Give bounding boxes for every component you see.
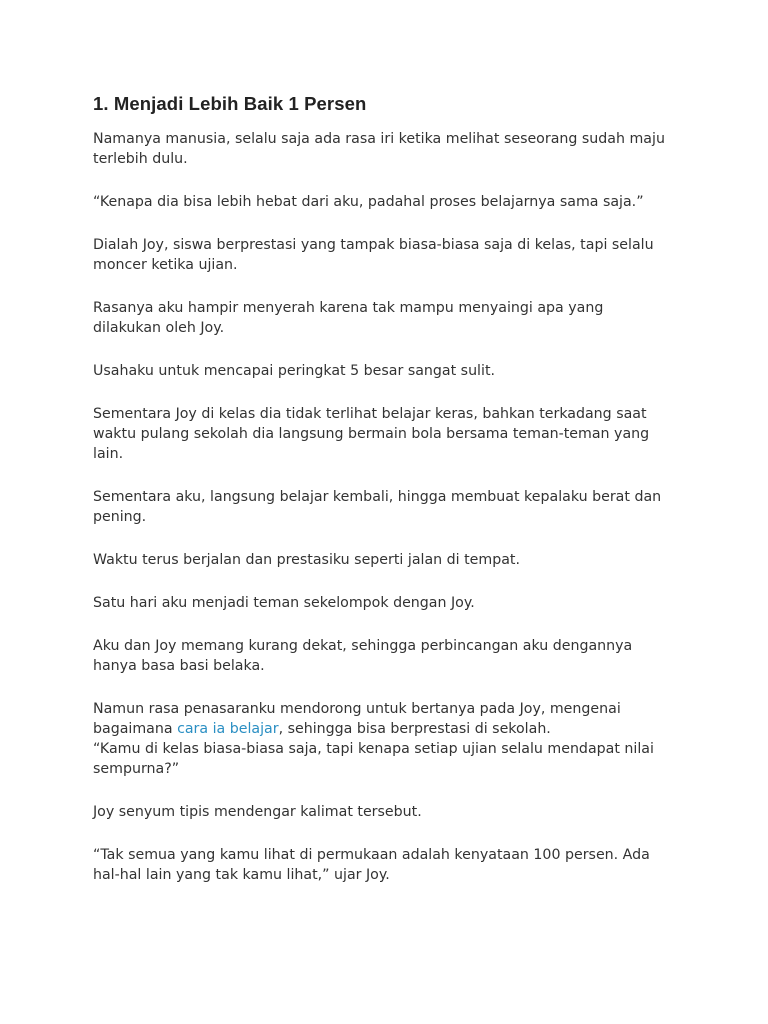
paragraph-1: Namanya manusia, selalu saja ada rasa iri ketika melihat seseorang sudah maju terlebih dulu. [93, 131, 665, 167]
paragraph-11-line-2-start: bagaimana [93, 721, 178, 737]
paragraph-11-quote: “Kamu di kelas biasa-biasa saja, tapi kenapa setiap ujian selalu mendapat nilai sempurna?” [93, 741, 654, 777]
cara-ia-belajar-link[interactable]: cara ia belajar [177, 721, 279, 737]
paragraph-7: Sementara aku, langsung belajar kembali, hingga membuat kepalaku berat dan pening. [93, 489, 662, 525]
paragraph-11-line-1: Namun rasa penasaranku mendorong untuk bertanya pada Joy, mengenai [93, 701, 621, 717]
paragraph-2: “Kenapa dia bisa lebih hebat dari aku, padahal proses belajarnya sama saja.” [93, 194, 644, 210]
paragraph-6: Sementara Joy di kelas dia tidak terlihat belajar keras, bahkan terkadang saat waktu pulang sekolah dia langsung bermain bola bersama teman-teman yang lain. [93, 406, 650, 462]
paragraph-11-line-2 [93, 719, 683, 739]
section-heading: 1. Menjadi Lebih Baik 1 Persen [93, 93, 367, 114]
paragraph-3: Dialah Joy, siswa berprestasi yang tampak biasa-biasa saja di kelas, tapi selalu moncer ketika ujian. [93, 237, 654, 273]
paragraph-10: Aku dan Joy memang kurang dekat, sehingga perbincangan aku dengannya hanya basa basi belaka. [93, 638, 633, 674]
paragraph-8: Waktu terus berjalan dan prestasiku seperti jalan di tempat. [93, 552, 520, 568]
paragraph-12: Joy senyum tipis mendengar kalimat tersebut. [93, 804, 422, 820]
paragraph-13: “Tak semua yang kamu lihat di permukaan adalah kenyataan 100 persen. Ada hal-hal lain yang tak kamu lihat,” ujar Joy. [93, 847, 650, 883]
paragraph-5: Usahaku untuk mencapai peringkat 5 besar sangat sulit. [93, 363, 496, 379]
paragraph-11-line-2-end: , sehingga bisa berprestasi di sekolah. [278, 721, 551, 737]
paragraph-9: Satu hari aku menjadi teman sekelompok dengan Joy. [93, 595, 475, 611]
article-body [93, 92, 683, 908]
paragraph-11 [93, 699, 683, 779]
paragraph-4: Rasanya aku hampir menyerah karena tak mampu menyaingi apa yang dilakukan oleh Joy. [93, 300, 604, 336]
